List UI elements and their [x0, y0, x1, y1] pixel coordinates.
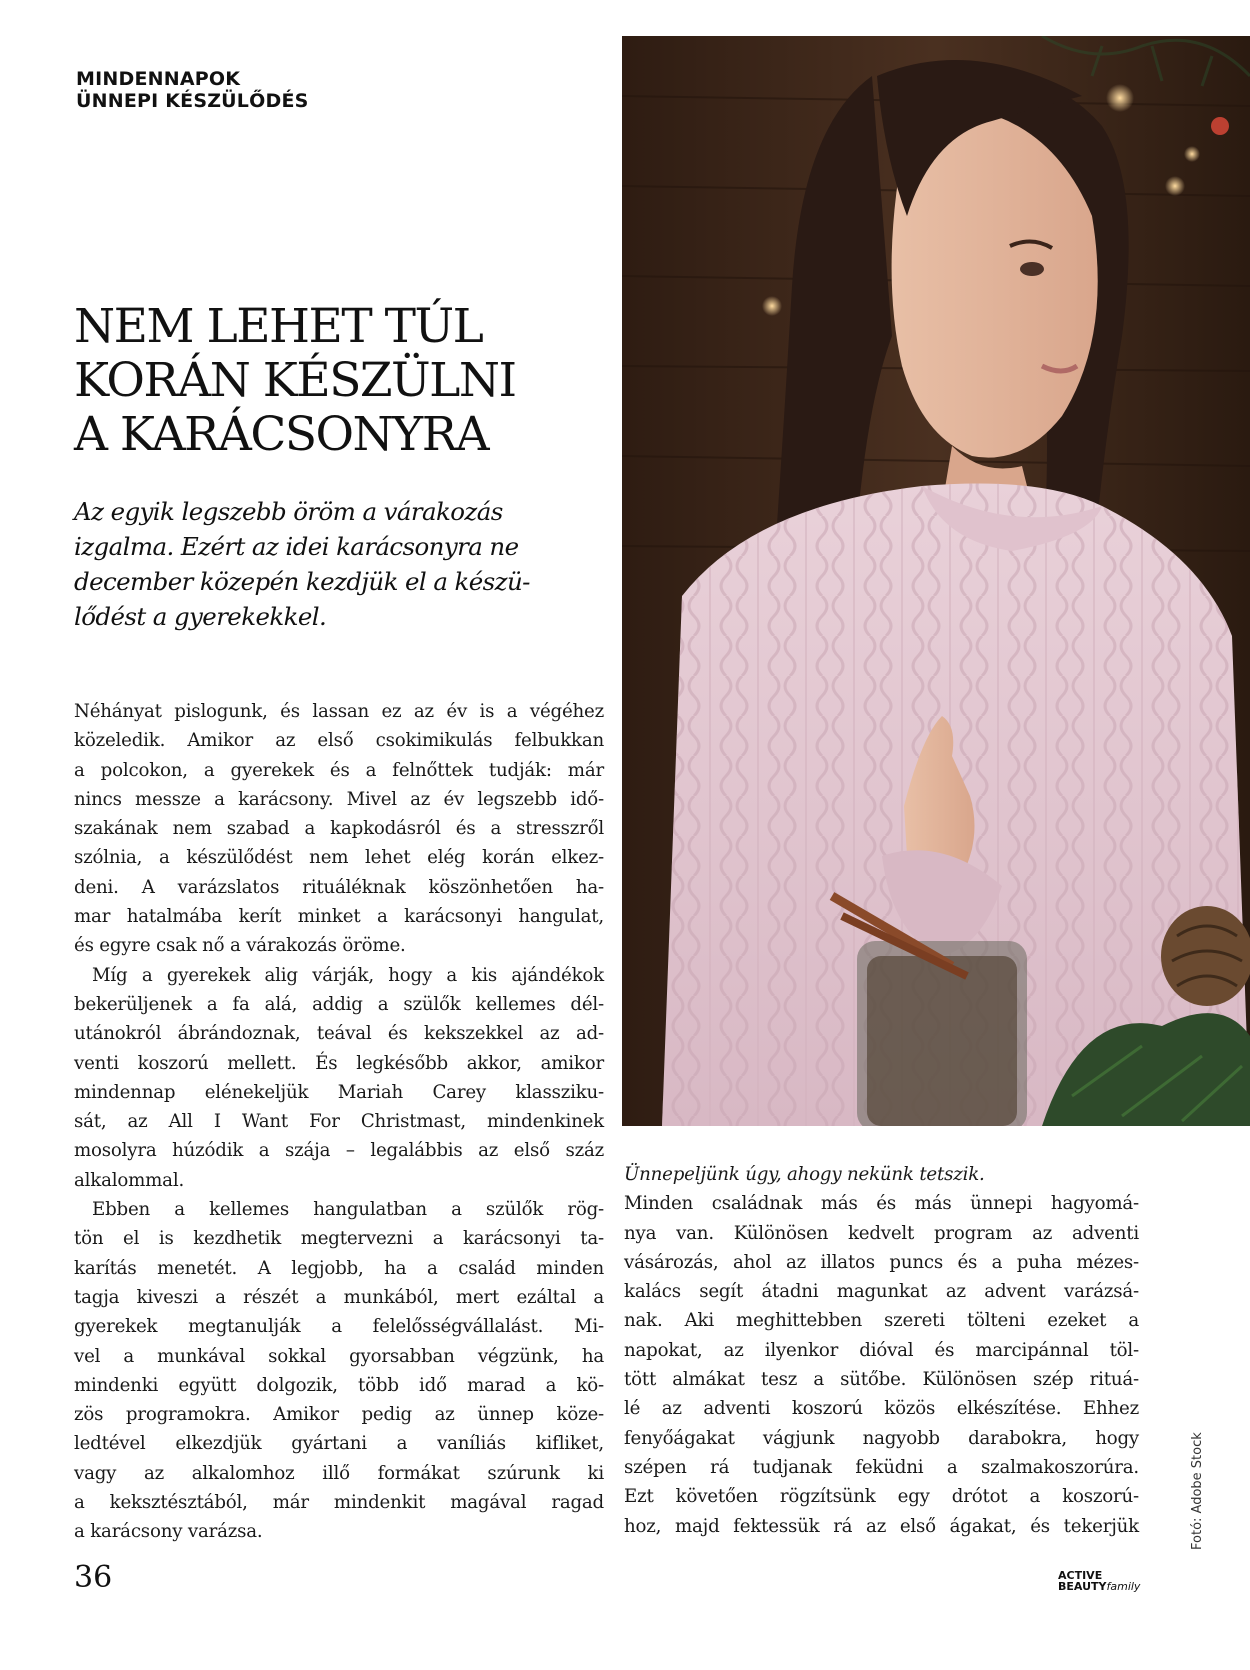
body-line: közeledik. Amikor az első csokimikulás felbukkan [74, 730, 604, 752]
body-line: szépen rá tudjanak feküdni a szalmakoszorúra. [624, 1456, 1139, 1478]
body-line: és egyre csak nő a várakozás öröme. [74, 935, 406, 957]
body-line: nak. Aki meghittebben szereti tölteni ezeket a [624, 1310, 1139, 1332]
lead-line: december közepén kezdjük el a készü- [74, 567, 530, 596]
body-line: nincs messze a karácsony. Mivel az év legszebb idő- [74, 788, 604, 810]
body-line: szakának nem szabad a kapkodásról és a stresszről [74, 818, 604, 840]
article-lead [74, 494, 614, 634]
headline-line: A KARÁCSONYRA [74, 407, 489, 462]
logo-line-2 [1058, 1581, 1140, 1592]
body-line: Minden családnak más és más ünnepi hagyomá- [624, 1193, 1139, 1215]
body-line: a karácsony varázsa. [74, 1521, 263, 1543]
woman-in-pink-sweater-image [622, 36, 1250, 1126]
body-line: karítás menetét. A legjobb, ha a család minden [74, 1257, 604, 1279]
body-line: hoz, majd fektessük rá az első ágakat, és tekerjük [624, 1515, 1139, 1537]
body-line: Ezt követően rögzítsünk egy drótot a koszorú- [624, 1486, 1139, 1508]
body-line: ledtével elkezdjük gyártani a vaníliás kifliket, [74, 1433, 604, 1455]
body-line: tön el is kezdhetik megtervezni a karácsonyi ta- [74, 1228, 604, 1250]
body-line: mosolyra húzódik a szája – legalábbis az első száz [74, 1140, 604, 1162]
headline-line: KORÁN KÉSZÜLNI [74, 353, 516, 408]
body-line: tött almákat tesz a sütőbe. Különösen szép rituá- [624, 1369, 1139, 1391]
body-line: tagja kiveszi a részét a munkából, mert ezáltal a [74, 1286, 604, 1308]
body-line: alkalommal. [74, 1169, 185, 1191]
body-line: mar hatalmába kerít minket a karácsonyi hangulat, [74, 906, 604, 928]
lead-line: Az egyik legszebb öröm a várakozás [74, 497, 503, 526]
body-column-right [624, 1160, 1139, 1541]
body-line: zös programokra. Amikor pedig az ünnep köze- [74, 1404, 604, 1426]
body-line: vagy az alkalomhoz illő formákat szúrunk ki [74, 1462, 604, 1484]
body-line: bekerüljenek a fa alá, addig a szülők kellemes dél- [74, 993, 604, 1015]
photo-credit: Fotó: Adobe Stock [1190, 1432, 1205, 1550]
magazine-logo [1058, 1570, 1140, 1592]
body-line: Míg a gyerekek alig várják, hogy a kis ajándékok [92, 964, 604, 986]
body-line: szólnia, a készülődést nem lehet elég korán elkez- [74, 847, 604, 869]
body-line: vel a munkával sokkal gyorsabban végzünk, ha [74, 1345, 604, 1367]
body-line: nya van. Különösen kedvelt program az adventi [624, 1222, 1139, 1244]
section-label [76, 68, 309, 112]
article-photo [622, 36, 1250, 1126]
logo-beauty: BEAUTY [1058, 1580, 1107, 1593]
body-line: gyerekek megtanulják a felelősségvállalást. Mi- [74, 1316, 604, 1338]
body-line: sát, az All I Want For Christmast, mindenkinek [74, 1111, 604, 1133]
article-headline [74, 300, 614, 462]
body-line: utánokról ábrándoznak, teával és kekszekkel az ad- [74, 1023, 604, 1045]
body-line: vásározás, ahol az illatos puncs és a puha mézes- [624, 1251, 1139, 1273]
body-line: kalács segít átadni magunkat az advent varázsá- [624, 1281, 1139, 1303]
body-line: Néhányat pislogunk, és lassan ez az év is a végéhez [74, 701, 604, 722]
logo-family: family [1106, 1580, 1141, 1593]
section-label-line-2: ÜNNEPI KÉSZÜLŐDÉS [76, 90, 309, 112]
page-number: 36 [74, 1560, 113, 1595]
lead-line: izgalma. Ezért az idei karácsonyra ne [74, 532, 519, 561]
section-label-line-1: MINDENNAPOK [76, 68, 241, 90]
body-line: venti koszorú mellett. És legkésőbb akkor, amikor [74, 1052, 604, 1074]
body-column-left [74, 697, 604, 1547]
subheading: Ünnepeljünk úgy, ahogy nekünk tetszik. [624, 1164, 985, 1185]
body-line: fenyőágakat vágjunk nagyobb darabokra, hogy [624, 1427, 1139, 1449]
body-line: Ebben a kellemes hangulatban a szülők rög- [92, 1199, 604, 1221]
body-line: mindennap elénekeljük Mariah Carey klassziku- [74, 1081, 604, 1103]
body-line: a polcokon, a gyerekek és a felnőttek tudják: már [74, 759, 604, 781]
body-line: deni. A varázslatos rituáléknak köszönhetően ha- [74, 876, 604, 898]
headline-line: NEM LEHET TÚL [74, 299, 483, 354]
body-line: a keksztésztából, már mindenkit magával ragad [74, 1492, 604, 1514]
lead-line: lődést a gyerekekkel. [74, 602, 327, 631]
logo-line-1: ACTIVE [1058, 1569, 1103, 1582]
body-line: mindenki együtt dolgozik, több idő marad a kö- [74, 1374, 604, 1396]
body-line: lé az adventi koszorú közös elkészítése. Ehhez [624, 1398, 1139, 1420]
body-line: napokat, az ilyenkor dióval és marcipánnal töl- [624, 1339, 1139, 1361]
